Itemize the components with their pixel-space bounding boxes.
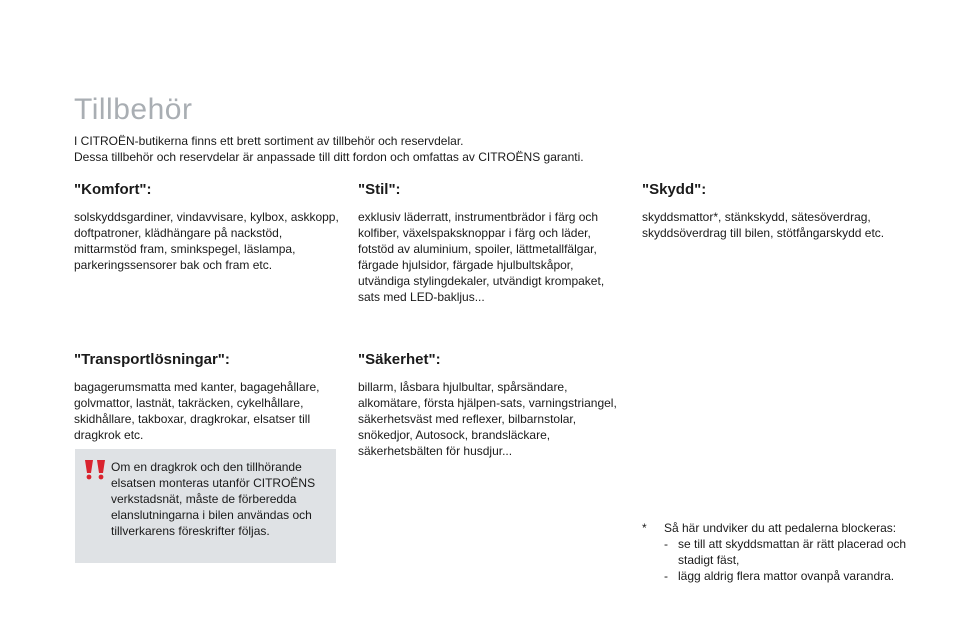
- section-sakerhet: [358, 350, 620, 459]
- warning-exclamation-icon: [83, 458, 107, 480]
- intro-line-2: Dessa tillbehör och reservdelar är anpassade till ditt fordon och omfattas av CITROËNS garanti.: [74, 150, 584, 164]
- section-komfort-body: solskyddsgardiner, vindavvisare, kylbox, askkopp, doftpatroner, klädhängare på nackstöd, mittarmstöd fram, sminkspegel, läslampa, parkeringssensorer bak och fram etc.: [74, 210, 339, 272]
- section-skydd: [642, 180, 902, 241]
- warning-box: [75, 449, 336, 563]
- page-title: Tillbehör: [74, 93, 193, 126]
- list-item: [664, 536, 922, 568]
- section-transport-heading: "Transportlösningar":: [74, 351, 230, 368]
- section-skydd-body: skyddsmattor*, stänkskydd, sätesöverdrag, skyddsöverdrag till bilen, stötfångarskydd etc.: [642, 210, 885, 240]
- section-sakerhet-body: billarm, låsbara hjulbultar, spårsändare, alkomätare, första hjälpen-sats, varningstriangel, säkerhetsväst med reflexer, bilbarnstolar, snökedjor, Autosock, brandsläckare, säkerhetsbälten för husdjur...: [358, 380, 617, 458]
- section-transport-body: bagagerumsmatta med kanter, bagagehållare, golvmattor, lastnät, takräcken, cykelhållare, skidhållare, takboxar, dragkrokar, elsatser till dragkrok etc.: [74, 380, 320, 442]
- footnote-text: Så här undviker du att pedalerna blockeras:: [664, 521, 897, 535]
- section-sakerhet-heading: "Säkerhet":: [358, 351, 441, 368]
- section-stil-heading: "Stil":: [358, 181, 401, 198]
- section-komfort: [74, 180, 344, 273]
- intro-text: [74, 133, 674, 165]
- list-item: [664, 568, 922, 584]
- list-dash: -: [664, 537, 668, 551]
- footnote-marker: *: [642, 521, 647, 535]
- section-stil-body: exklusiv läderratt, instrumentbrädor i färg och kolfiber, växelspaksknoppar i färg och läder, fotstöd av aluminium, spoiler, lättmetallfälgar, färgade hjulsidor, färgade hjulbultskåpor, utvändiga stylingdekaler, utvändigt krompaket, sats med LED-bakljus...: [358, 210, 605, 304]
- section-komfort-heading: "Komfort":: [74, 181, 152, 198]
- footnote-list: [642, 536, 922, 584]
- section-transport: [74, 350, 336, 443]
- section-skydd-heading: "Skydd":: [642, 181, 707, 198]
- list-dash: -: [664, 569, 668, 583]
- list-item-text: lägg aldrig flera mattor ovanpå varandra.: [678, 569, 895, 583]
- intro-line-1: I CITROËN-butikerna finns ett brett sortiment av tillbehör och reservdelar.: [74, 134, 464, 148]
- list-item-text: se till att skyddsmattan är rätt placerad och stadigt fäst,: [678, 537, 907, 567]
- section-stil: [358, 180, 620, 305]
- footnote: [642, 520, 922, 584]
- warning-text: Om en dragkrok och den tillhörande elsatsen monteras utanför CITROËNS verkstadsnät, måste de förberedda elanslutningarna i bilen användas och tillverkarens föreskrifter följas.: [111, 460, 316, 538]
